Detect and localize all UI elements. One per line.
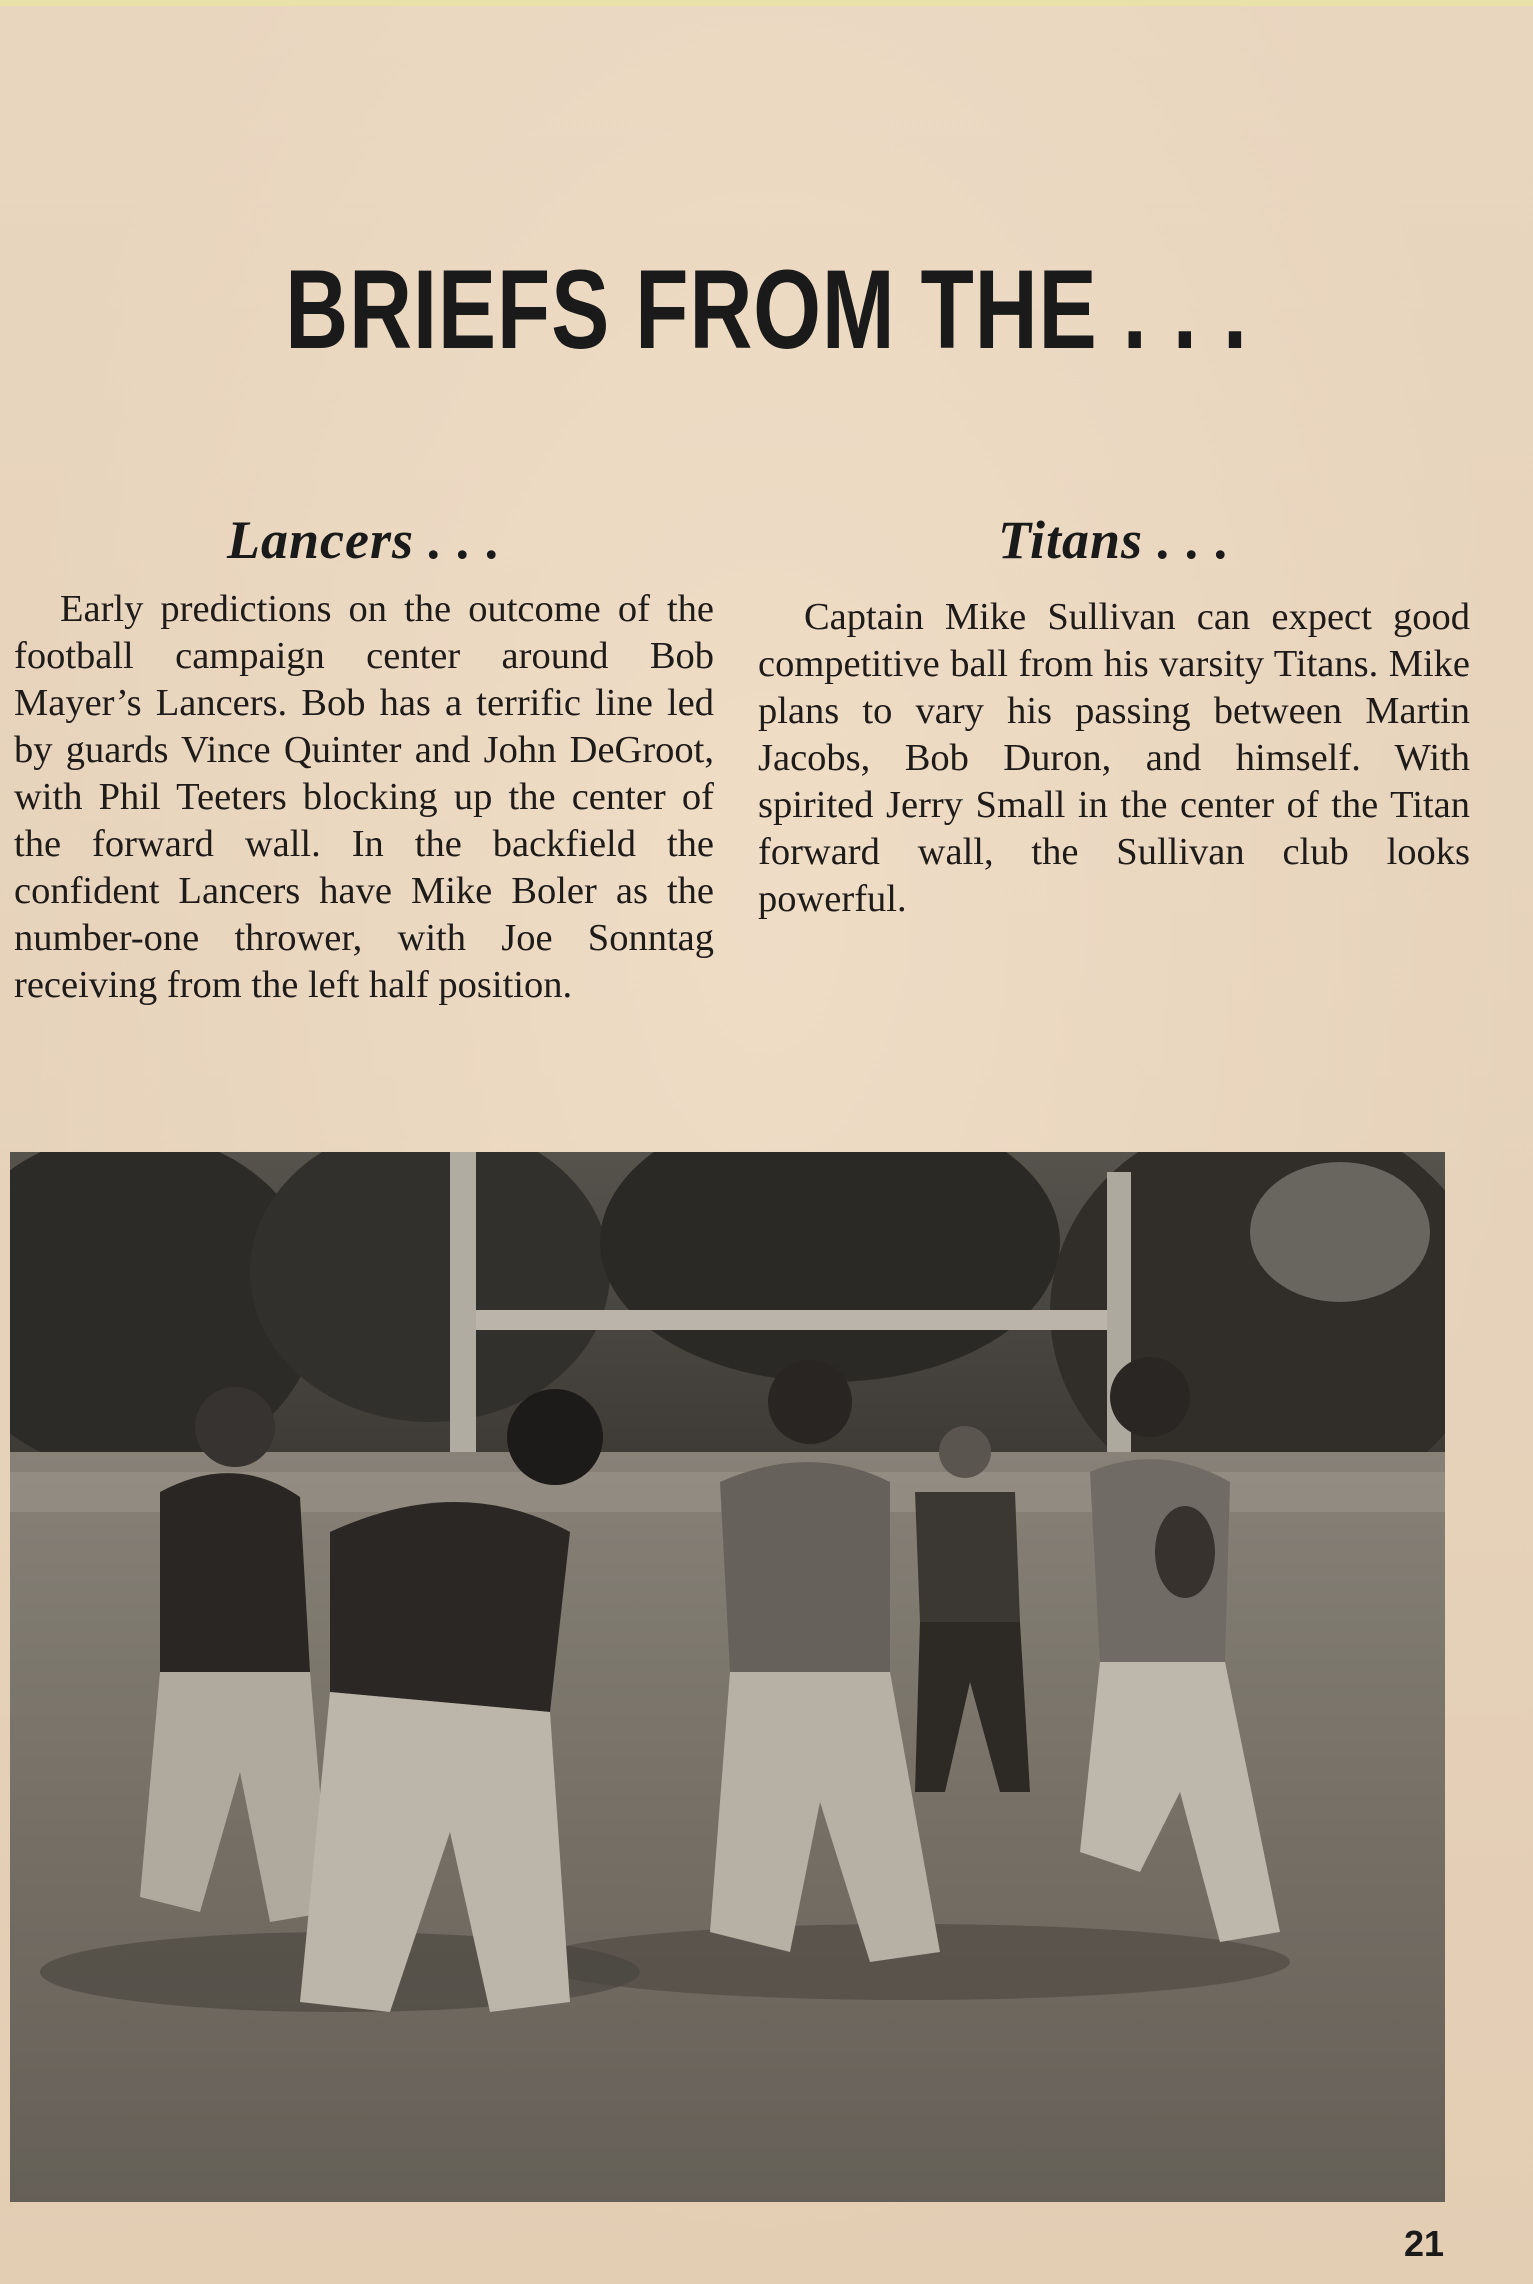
football-practice-photo: [10, 1152, 1445, 2202]
titans-body-text: Captain Mike Sullivan can expect good competitive ball from his varsity Titans. Mike plans to vary his passing between Martin Jacobs, Bob Duron, and himself. With spirited Jerry Small in the center of the Titan forward wall, the Sullivan club looks powerful.: [758, 596, 1470, 920]
lancers-body-text: Early predictions on the outcome of the football campaign center around Bob Mayer’s Lancers. Bob has a terrific line led by guards Vince Quinter and John DeGroot, with Phil Teeters blocking up the center of the forward wall. In the backfield the confident Lancers have Mike Boler as the number-one thrower, with Joe Sonntag receiving from the left half position.: [14, 588, 714, 1006]
lancers-column: [14, 500, 714, 1009]
lancers-heading: Lancers . . .: [227, 510, 501, 570]
page-top-edge: [0, 0, 1533, 6]
page-headline: BRIEFS FROM THE . . .: [285, 247, 1248, 372]
titans-column: [758, 500, 1470, 923]
titans-heading: Titans . . .: [997, 510, 1231, 570]
page-number: 21: [1404, 2223, 1445, 2264]
